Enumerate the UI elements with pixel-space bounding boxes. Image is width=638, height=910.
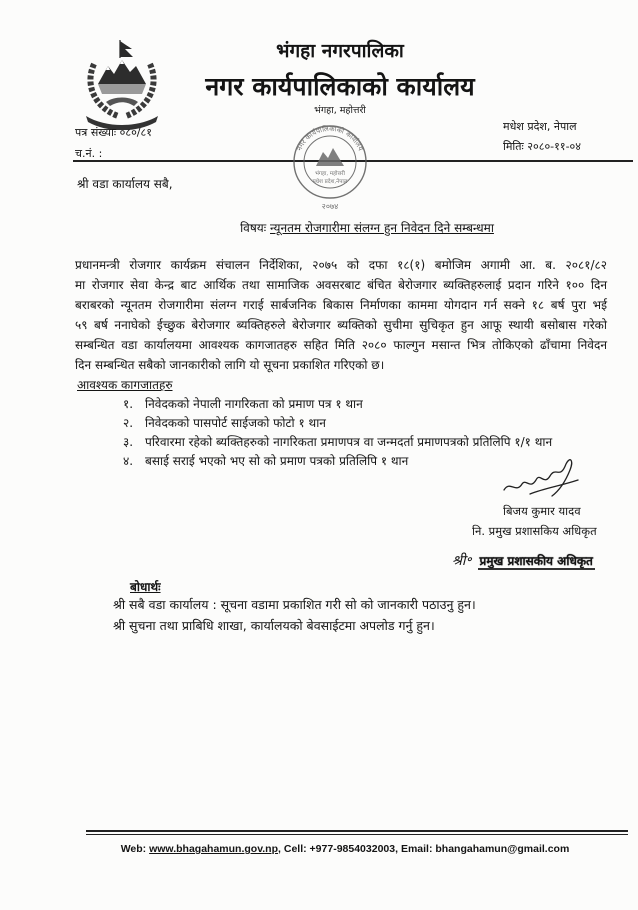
documents-heading: आवश्यक कागजातहरु [77,378,173,392]
subject [75,218,607,238]
stamp-text: प्रमुख प्रशासकीय अधिकृत [479,554,593,568]
list-item-number: ४. [123,454,134,468]
list-item-text: निवेदकको नेपाली नागरिकता को प्रमाण पत्र १ थान [145,397,363,411]
body-line: सम्बन्धित वडा कार्यालयमा आवश्यक कागजातहरु सहित मिति २०८० फाल्गुन मसान्त भित्र तोकिएको ढाँचामा निवेदन [75,338,607,352]
list-item-number: २. [123,416,134,430]
list-item-text: परिवारमा रहेको ब्यक्तिहरुको नागरिकता प्रमाणपत्र वा जन्मदर्ता प्रमाणपत्रको प्रतिलिपि १/१ थान [145,435,553,449]
nepal-coat-of-arms-icon [82,38,162,130]
list-item [123,395,607,414]
cc-heading: बोधार्थः [130,580,161,594]
designation-stamp [452,551,595,571]
letterhead [170,38,510,118]
cc-line: श्री सबै वडा कार्यालय : सूचना वडामा प्रकाशित गरी सो को जानकारी पठाउनु हुन। [113,597,476,612]
list-item-text: बसाई सराई भएको भए सो को प्रमाण पत्रको प्रतिलिपि १ थान [145,454,409,468]
letter-number [75,125,152,141]
cell-label: Cell: [283,843,307,855]
letter-number-label: पत्र संख्याः [75,126,117,139]
signature-scribble [500,450,582,500]
footer-contact [60,841,630,857]
email-address: bhangahamun@gmail.com [435,843,570,855]
emblem-graphic [82,38,162,130]
recipient: श्री वडा कार्यालय सबै, [77,177,173,191]
separator: , [278,843,281,855]
list-item-number: ३. [123,435,134,449]
seal-mountain-icon [316,148,344,166]
province: मधेश प्रदेश, नेपाल [503,120,577,133]
list-item [123,414,607,433]
subject-label: विषयः [240,221,267,235]
municipality-name: भंगहा नगरपालिका [276,40,404,62]
body-line: प्रधानमन्त्री रोजगार कार्यक्रम संचालन निर्देशिका, २०७५ को दफा १८(१) बमोजिम अगामी आ. ब. २०८१/८२ [75,258,607,272]
seal-year: २०७४ [321,202,339,211]
letter-number-value: ०८०/८१ [119,126,152,139]
body-line: दिन सम्बन्धित सबैको जानकारीको लागि यो सूचना प्रकाशित गरिएको छ। [75,358,385,372]
date-value: २०८०-११-०४ [527,140,581,153]
website-link: www.bhagahamun.gov.np [149,843,279,855]
cell-number: +977-9854032003 [309,843,396,855]
cc-line: श्री सुचना तथा प्राबिधि शाखा, कार्यालयको बेवसाईटमा अपलोड गर्नु हुन। [113,618,435,633]
subject-text: न्यूनतम रोजगारीमा संलग्न हुन निवेदन दिने सम्बन्धमा [270,221,494,235]
dispatch-number-label: च.नं. : [75,147,103,160]
body-line: मा रोजगार सेवा केन्द्र बाट आर्थिक तथा सामाजिक अवसरबाट बंचित बेरोजगार ब्यक्तिहरुलाई प्रदान गरिने १०० दिन [75,278,607,292]
signatory-title: नि. प्रमुख प्रशासकिय अधिकृत [472,524,597,538]
signatory-name: बिजय कुमार यादव [503,504,581,518]
footer-divider [86,830,628,835]
letter-content [75,174,607,471]
seal-ring-text [295,124,365,153]
office-address: भंगहा, महोत्तरी [314,105,366,116]
letter-date [503,139,581,155]
seal-line-2: मधेश प्रदेश,नेपाल [312,179,348,185]
body-paragraph [75,255,607,375]
seal-line-1: भंगहा, महोत्तरी [315,171,345,177]
stamp-prefix: श्री॰ [452,553,472,569]
list-item-number: १. [123,397,134,411]
body-line: बराबरको न्यूनतम रोजगारीमा संलग्न गराई सार्बजनिक बिकास निर्माणका काममा योगदान गर्न सक्ने १८ बर्ष पुरा भई [75,298,607,312]
email-label: Email: [400,843,433,855]
office-name: नगर कार्यपालिकाको कार्यालय [205,72,475,101]
date-label: मितिः [503,140,524,153]
body-line: ५९ बर्ष ननाघेको ईच्छुक बेरोजगार ब्यक्तिहरुले बेरोजगार ब्यक्तिको सुचीमा सुचिकृत हुन आफू स्थायी बसोबास गरेको [75,318,607,332]
web-label: Web: [120,843,147,855]
signature-icon [500,450,582,500]
separator: , [395,843,399,855]
list-item-text: निवेदकको पासपोर्ट साईजको फोटो १ थान [145,416,326,430]
seal-ring-path: नगर कार्यपालिकाको कार्यालय [295,124,365,153]
